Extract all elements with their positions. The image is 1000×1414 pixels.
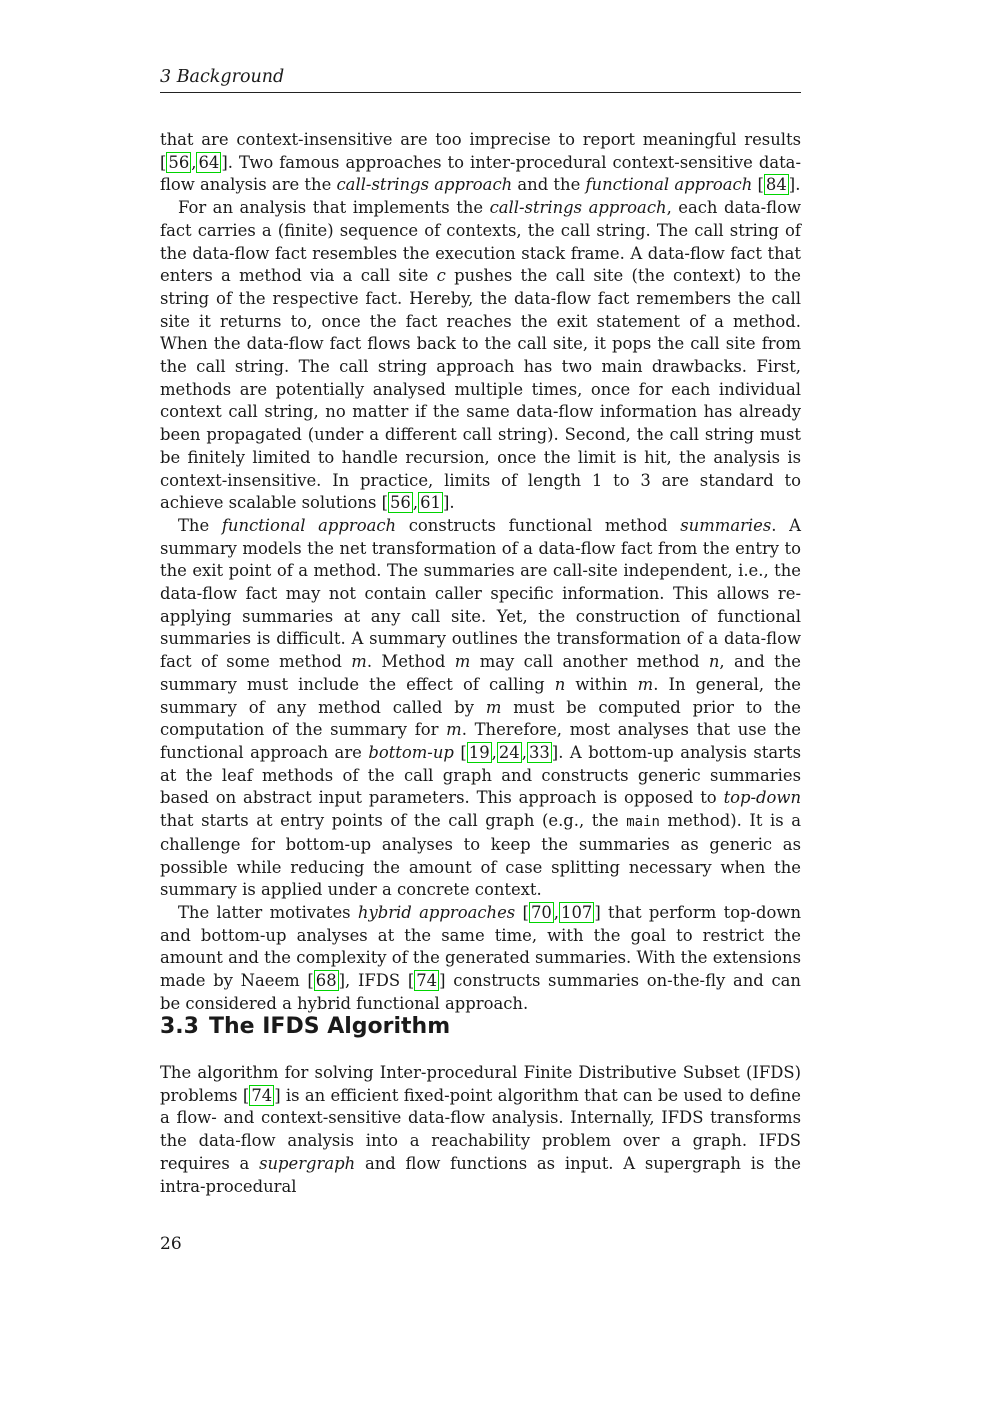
math-variable: m xyxy=(637,674,654,694)
text-run xyxy=(515,903,522,922)
text-run: constructs functional method xyxy=(396,515,681,535)
text-run: that are context-insensitive are too imprecise to report meaningful results xyxy=(160,130,801,149)
text-run: , each data-flow fact carries a (finite) sequence of contexts, the call string. The call string of the data-flow fact resembles the execution stack frame. A data-flow fact that enters a method via a call site xyxy=(160,198,801,286)
citation-link[interactable]: 56 xyxy=(168,152,190,172)
emphasis: supergraph xyxy=(259,1153,356,1173)
citation-link[interactable]: 19 xyxy=(468,742,490,762)
emphasis: functional approach xyxy=(221,515,397,535)
body-text xyxy=(160,129,801,1015)
math-variable: m xyxy=(351,652,367,672)
text-run: method). It is a challenge for bottom-up analyses to keep the summaries as generic as possible while reducing the amount of case splitting necessary when the summary is applied under a concrete context. xyxy=(160,811,801,900)
text-run: , xyxy=(521,742,527,762)
text-run: , xyxy=(412,493,419,513)
section-number: 3.3 xyxy=(160,1014,199,1039)
section-paragraph: The algorithm for solving Inter-procedural Finite Distributive Subset (IFDS) problems [ 74 ] is an efficient fixed-point algorithm that can be used to define a flow- and context-sensitive data-flow analysis. Internally, IFDS transforms the data-flow analysis into a reachability problem over a graph. IFDS requires a supergraph and flow functions as input. A supergraph is the intra-procedural xyxy=(160,1063,801,1196)
math-variable: n xyxy=(554,674,566,694)
paragraph-3: The functional approach constructs functional method summaries. A summary models the net transformation of a data-flow fact from the entry to the exit point of a method. The summaries are call-site independent, i.e., the data-flow fact may not contain caller specific information. This allows re-applying summaries at any call site. Yet, the construction of functional summaries is difficult. A summary outlines the transformation of a data-flow fact of some method m. Method m may call another method n, and the summary must include the effect of calling n within m. In general, the summary of any method called by m must be computed prior to the computation of the summary for m. Therefore, most analyses that use the functional approach are bottom-up [ 19 , 24 , 33 ]. A bottom-up analysis starts at the leaf methods of the call graph and constructs generic summaries based on abstract input parameters. This approach is opposed to top-down that starts at entry points of the call graph (e.g., the main method). It is a challenge for bottom-up analyses to keep the summaries as generic as possible while reducing the amount of case splitting necessary when the summary is applied under a concrete context. xyxy=(160,515,801,900)
emphasis: hybrid approaches xyxy=(357,902,516,922)
text-run: The xyxy=(178,515,222,535)
emphasis: top-down xyxy=(723,788,801,808)
citation-link[interactable]: 64 xyxy=(198,152,220,172)
text-run: is an efficient fixed-point algorithm that can be used to define a flow- and context-sensitive data-flow analysis. Internally, IFDS transforms the data-flow analysis into a reachability problem over a graph. IFDS requires a xyxy=(160,1085,801,1173)
text-run: , IFDS xyxy=(345,971,408,991)
citation-link[interactable]: 107 xyxy=(561,902,593,922)
text-run: The latter motivates xyxy=(178,902,358,922)
text-run xyxy=(752,175,757,194)
text-run: . xyxy=(795,175,801,195)
text-run: . Therefore, most analyses that use the functional approach are xyxy=(160,720,801,762)
citation-link[interactable]: 24 xyxy=(498,742,520,762)
emphasis: functional approach xyxy=(585,175,753,195)
citation-link[interactable]: 84 xyxy=(765,175,787,195)
citation-link[interactable]: 56 xyxy=(390,493,411,513)
section-heading xyxy=(160,1012,801,1042)
text-run: . In general, the summary of any method called by xyxy=(160,674,801,717)
text-run: . Method xyxy=(366,652,455,672)
running-header xyxy=(160,66,801,93)
text-run: For an analysis that implements the xyxy=(178,198,490,218)
text-run: The algorithm for solving Inter-procedural Finite Distributive Subset (IFDS) problems xyxy=(160,1063,801,1105)
text-run: may call another method xyxy=(470,652,709,672)
emphasis: call-strings approach xyxy=(336,175,513,195)
running-title: 3 Background xyxy=(160,67,285,87)
emphasis: bottom-up xyxy=(368,742,454,762)
text-run: that starts at entry points of the call graph (e.g., the xyxy=(160,811,627,831)
text-run xyxy=(454,743,460,762)
section-title: The IFDS Algorithm xyxy=(208,1014,451,1039)
inline-code: main xyxy=(626,814,660,831)
text-run: . A summary models the net transformation of a data-flow fact from the entry to the exit point of a method. The summaries are call-site independent, i.e., the data-flow fact may not contain caller specific information. This allows re-applying summaries at any call site. Yet, the construction of functional summaries is difficult. A summary outlines the transformation of a data-flow fact of some method xyxy=(160,515,801,672)
citation-link[interactable]: 74 xyxy=(251,1085,273,1105)
citation-link[interactable]: 70 xyxy=(530,902,552,922)
math-variable: m xyxy=(454,652,471,672)
citation-link[interactable]: 68 xyxy=(315,971,337,991)
text-run: , xyxy=(191,152,197,172)
text-run: , xyxy=(491,742,497,762)
text-run: constructs summaries on-the-fly and can be considered a hybrid functional approach. xyxy=(160,971,801,1013)
text-run: and the xyxy=(512,175,586,195)
text-run: within xyxy=(565,674,638,694)
paragraph-2: For an analysis that implements the call-strings approach, each data-flow fact carries a (finite) sequence of contexts, the call string. The call string of the data-flow fact resembles the execution stack frame. A data-flow fact that enters a method via a call site c pushes the call site (the context) to the string of the respective fact. Hereby, the data-flow fact remembers the call site it returns to, once the fact reaches the exit statement of a method. When the data-flow fact flows back to the call site, it pops the call site from the call string. The call string approach has two main drawbacks. First, methods are potentially analysed multiple times, once for each individual context call string, no matter if the same data-flow information has already been propagated (under a different call string). Second, the call string must be finitely limited to handle recursion, once the limit is hit, the analysis is context-insensitive. In practice, limits of length 1 to 3 are standard to achieve scalable solutions [ 56 , 61 ]. xyxy=(160,198,801,513)
citation-link[interactable]: 61 xyxy=(420,493,441,513)
text-run: and flow functions as input. A supergraph is the intra-procedural xyxy=(160,1153,801,1196)
text-run: . xyxy=(449,493,455,513)
text-run: . A bottom-up analysis starts at the leaf methods of the call graph and constructs generic summaries based on abstract input parameters. This approach is opposed to xyxy=(160,742,801,808)
text-run: , xyxy=(553,902,560,922)
page-number: 26 xyxy=(160,1234,182,1254)
math-variable: m xyxy=(446,720,462,740)
math-variable: n xyxy=(708,652,720,672)
text-run: must be computed prior to the computation of the summary for xyxy=(160,697,801,740)
paragraph-4: The latter motivates hybrid approaches [ 70 , 107 ] that perform top-down and bottom-up analyses at the same time, with the goal to restrict the amount and the complexity of the generated summaries. With the extensions made by Naeem [ 68 ], IFDS [ 74 ] constructs summaries on-the-fly and can be considered a hybrid functional approach. xyxy=(160,902,801,1013)
text-run: , and the summary must include the effect of calling xyxy=(160,652,801,694)
section-body-text xyxy=(160,1062,801,1198)
paragraph-1: that are context-insensitive are too imprecise to report meaningful results [ 56 , 64 ]. Two famous approaches to inter-procedural context-sensitive data-flow analysis are the call-strings approach and the functional approach [ 84 ]. xyxy=(160,130,801,195)
text-run: pushes the call site (the context) to the string of the respective fact. Hereby, the data-flow fact remembers the call site it returns to, once the fact reaches the exit statement of a method. When the data-flow fact flows back to the call site, it pops the call site from the call string. The call string approach has two main drawbacks. First, methods are potentially analysed multiple times, once for each individual context call string, no matter if the same data-flow information has already been propagated (under a different call string). Second, the call string must be finitely limited to handle recursion, once the limit is hit, the analysis is context-insensitive. In practice, limits of length 1 to 3 are standard to achieve scalable solutions xyxy=(160,266,801,513)
citation-link[interactable]: 33 xyxy=(528,742,550,762)
text-run: that perform top-down and bottom-up analyses at the same time, with the goal to restrict the amount and the complexity of the generated summaries. With the extensions made by Naeem xyxy=(160,902,801,991)
emphasis: c xyxy=(436,266,446,286)
emphasis: call-strings approach xyxy=(489,198,667,218)
math-variable: m xyxy=(485,697,502,717)
text-run: . Two famous approaches to inter-procedural context-sensitive data-flow analysis are the xyxy=(160,152,801,195)
emphasis: summaries xyxy=(680,515,772,535)
citation-link[interactable]: 74 xyxy=(416,971,438,991)
